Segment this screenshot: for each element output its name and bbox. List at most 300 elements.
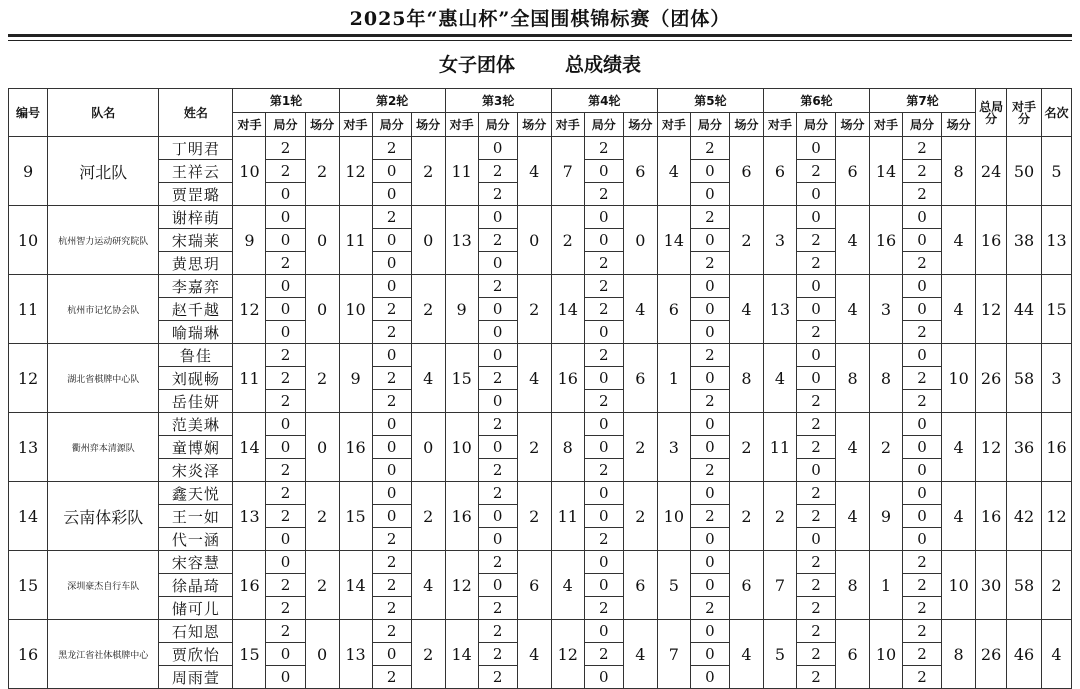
- match-score: 0: [305, 206, 339, 275]
- game-score: 0: [372, 436, 411, 459]
- team-name: 河北队: [48, 137, 159, 206]
- team-number: 15: [9, 551, 48, 620]
- round-opponent: 7: [763, 551, 796, 620]
- game-score: 0: [372, 275, 411, 298]
- match-score: 4: [729, 275, 763, 344]
- game-score: 2: [903, 367, 942, 390]
- game-score: 0: [690, 643, 729, 666]
- game-score: 2: [796, 229, 835, 252]
- rank: 15: [1042, 275, 1072, 344]
- game-score: 2: [478, 275, 517, 298]
- opponent-score: 58: [1007, 551, 1042, 620]
- total-game-score: 24: [976, 137, 1007, 206]
- header-game-score: 局分: [266, 113, 305, 137]
- player-name: 王祥云: [159, 160, 233, 183]
- game-score: 0: [478, 206, 517, 229]
- header-no: 编号: [9, 89, 48, 137]
- game-score: 0: [796, 298, 835, 321]
- round-opponent: 6: [657, 275, 690, 344]
- player-name: 宋瑞莱: [159, 229, 233, 252]
- team-name: 深圳豪杰自行车队: [48, 551, 159, 620]
- game-score: 2: [372, 390, 411, 413]
- opponent-score: 42: [1007, 482, 1042, 551]
- game-score: 2: [796, 620, 835, 643]
- opponent-score: 38: [1007, 206, 1042, 275]
- header-opponent: 对手: [233, 113, 266, 137]
- rank: 12: [1042, 482, 1072, 551]
- round-opponent: 5: [763, 620, 796, 689]
- round-opponent: 12: [445, 551, 478, 620]
- game-score: 2: [372, 137, 411, 160]
- game-score: 0: [796, 459, 835, 482]
- game-score: 0: [266, 275, 305, 298]
- team-name: 杭州市记忆协会队: [48, 275, 159, 344]
- table-row: [9, 206, 1072, 229]
- header-match-score: 场分: [623, 113, 657, 137]
- round-opponent: 15: [445, 344, 478, 413]
- header-round-7: 第7轮: [870, 89, 976, 113]
- team-name: 湖北省棋牌中心队: [48, 344, 159, 413]
- game-score: 0: [690, 183, 729, 206]
- header-opponent: 对手: [870, 113, 903, 137]
- header-opponent: 对手: [551, 113, 584, 137]
- game-score: 2: [903, 597, 942, 620]
- round-opponent: 4: [657, 137, 690, 206]
- game-score: 2: [796, 574, 835, 597]
- game-score: 2: [478, 183, 517, 206]
- round-opponent: 11: [445, 137, 478, 206]
- header-game-score: 局分: [372, 113, 411, 137]
- match-score: 6: [729, 551, 763, 620]
- player-name: 岳佳妍: [159, 390, 233, 413]
- player-name: 黄思玥: [159, 252, 233, 275]
- game-score: 2: [690, 137, 729, 160]
- player-name: 宋容慧: [159, 551, 233, 574]
- game-score: 2: [372, 321, 411, 344]
- match-score: 2: [411, 137, 445, 206]
- header-match-score: 场分: [729, 113, 763, 137]
- game-score: 2: [903, 551, 942, 574]
- player-name: 代一涵: [159, 528, 233, 551]
- table-row: [9, 344, 1072, 367]
- round-opponent: 16: [445, 482, 478, 551]
- game-score: 2: [690, 206, 729, 229]
- game-score: 0: [690, 275, 729, 298]
- game-score: 2: [690, 344, 729, 367]
- total-game-score: 26: [976, 620, 1007, 689]
- header-game-score: 局分: [690, 113, 729, 137]
- match-score: 4: [942, 275, 976, 344]
- round-opponent: 11: [339, 206, 372, 275]
- game-score: 2: [584, 344, 623, 367]
- game-score: 2: [584, 597, 623, 620]
- game-score: 0: [903, 344, 942, 367]
- round-opponent: 3: [657, 413, 690, 482]
- game-score: 2: [584, 643, 623, 666]
- round-opponent: 9: [870, 482, 903, 551]
- game-score: 0: [266, 551, 305, 574]
- round-opponent: 9: [445, 275, 478, 344]
- game-score: 0: [903, 229, 942, 252]
- player-name: 谢梓萌: [159, 206, 233, 229]
- match-score: 4: [517, 137, 551, 206]
- player-name: 李嘉弈: [159, 275, 233, 298]
- game-score: 0: [266, 298, 305, 321]
- game-score: 0: [584, 551, 623, 574]
- round-opponent: 7: [551, 137, 584, 206]
- game-score: 0: [903, 298, 942, 321]
- match-score: 2: [623, 413, 657, 482]
- game-score: 2: [584, 390, 623, 413]
- match-score: 4: [942, 206, 976, 275]
- match-score: 0: [411, 413, 445, 482]
- game-score: 0: [584, 229, 623, 252]
- match-score: 4: [517, 344, 551, 413]
- subtitle-table-name: 总成绩表: [565, 54, 642, 76]
- round-opponent: 11: [233, 344, 266, 413]
- round-opponent: 3: [870, 275, 903, 344]
- subtitle-category: 女子团体: [438, 54, 515, 76]
- game-score: 0: [478, 436, 517, 459]
- header-opponent: 对手: [763, 113, 796, 137]
- game-score: 2: [372, 574, 411, 597]
- game-score: 0: [372, 643, 411, 666]
- player-name: 贾罡璐: [159, 183, 233, 206]
- header-opponent: 对手: [657, 113, 690, 137]
- game-score: 0: [584, 482, 623, 505]
- game-score: 2: [266, 597, 305, 620]
- round-opponent: 2: [551, 206, 584, 275]
- game-score: 2: [478, 597, 517, 620]
- game-score: 2: [266, 160, 305, 183]
- team-name: 杭州智力运动研究院队: [48, 206, 159, 275]
- game-score: 0: [903, 413, 942, 436]
- game-score: 0: [903, 528, 942, 551]
- game-score: 2: [266, 137, 305, 160]
- round-opponent: 13: [445, 206, 478, 275]
- player-name: 周雨萱: [159, 666, 233, 689]
- match-score: 8: [729, 344, 763, 413]
- round-opponent: 10: [657, 482, 690, 551]
- header-round-2: 第2轮: [339, 89, 445, 113]
- rank: 13: [1042, 206, 1072, 275]
- game-score: 2: [266, 252, 305, 275]
- round-opponent: 9: [339, 344, 372, 413]
- game-score: 2: [478, 643, 517, 666]
- opponent-score: 44: [1007, 275, 1042, 344]
- game-score: 0: [372, 252, 411, 275]
- game-score: 0: [478, 528, 517, 551]
- header-game-score: 局分: [796, 113, 835, 137]
- team-number: 11: [9, 275, 48, 344]
- total-game-score: 12: [976, 413, 1007, 482]
- round-opponent: 12: [339, 137, 372, 206]
- game-score: 0: [903, 505, 942, 528]
- game-score: 0: [903, 436, 942, 459]
- game-score: 0: [372, 482, 411, 505]
- game-score: 2: [903, 620, 942, 643]
- match-score: 10: [942, 551, 976, 620]
- game-score: 0: [903, 206, 942, 229]
- game-score: 0: [903, 482, 942, 505]
- team-number: 13: [9, 413, 48, 482]
- match-score: 8: [836, 551, 870, 620]
- game-score: 0: [584, 574, 623, 597]
- team-number: 16: [9, 620, 48, 689]
- match-score: 2: [517, 482, 551, 551]
- opponent-score: 46: [1007, 620, 1042, 689]
- game-score: 0: [903, 275, 942, 298]
- table-row: [9, 137, 1072, 160]
- match-score: 6: [836, 137, 870, 206]
- game-score: 2: [372, 298, 411, 321]
- game-score: 0: [796, 137, 835, 160]
- game-score: 0: [478, 390, 517, 413]
- round-opponent: 11: [763, 413, 796, 482]
- round-opponent: 9: [233, 206, 266, 275]
- round-opponent: 5: [657, 551, 690, 620]
- round-opponent: 16: [870, 206, 903, 275]
- game-score: 2: [903, 252, 942, 275]
- game-score: 2: [478, 160, 517, 183]
- game-score: 2: [584, 459, 623, 482]
- match-score: 0: [305, 413, 339, 482]
- game-score: 0: [266, 183, 305, 206]
- game-score: 0: [478, 298, 517, 321]
- match-score: 6: [623, 551, 657, 620]
- header-opponent: 对手: [339, 113, 372, 137]
- player-name: 赵千越: [159, 298, 233, 321]
- game-score: 0: [690, 367, 729, 390]
- player-name: 鲁佳: [159, 344, 233, 367]
- game-score: 0: [478, 252, 517, 275]
- round-opponent: 4: [763, 344, 796, 413]
- game-score: 2: [903, 160, 942, 183]
- game-score: 0: [690, 551, 729, 574]
- round-opponent: 13: [339, 620, 372, 689]
- round-opponent: 10: [233, 137, 266, 206]
- match-score: 6: [729, 137, 763, 206]
- round-opponent: 16: [233, 551, 266, 620]
- player-name: 石知恩: [159, 620, 233, 643]
- game-score: 2: [796, 666, 835, 689]
- game-score: 2: [796, 551, 835, 574]
- game-score: 2: [903, 574, 942, 597]
- game-score: 0: [266, 436, 305, 459]
- round-opponent: 11: [551, 482, 584, 551]
- round-opponent: 14: [233, 413, 266, 482]
- round-opponent: 16: [551, 344, 584, 413]
- rank: 16: [1042, 413, 1072, 482]
- game-score: 0: [796, 344, 835, 367]
- game-score: 2: [796, 160, 835, 183]
- player-name: 童博娴: [159, 436, 233, 459]
- game-score: 2: [796, 597, 835, 620]
- game-score: 0: [372, 160, 411, 183]
- game-score: 0: [690, 413, 729, 436]
- round-opponent: 13: [763, 275, 796, 344]
- title-rule-thin: [8, 40, 1072, 41]
- match-score: 4: [623, 275, 657, 344]
- round-opponent: 13: [233, 482, 266, 551]
- header-match-score: 场分: [411, 113, 445, 137]
- game-score: 2: [690, 252, 729, 275]
- match-score: 6: [836, 620, 870, 689]
- game-score: 0: [372, 183, 411, 206]
- team-number: 14: [9, 482, 48, 551]
- team-number: 12: [9, 344, 48, 413]
- table-row: [9, 413, 1072, 436]
- header-rank: 名次: [1042, 89, 1072, 137]
- game-score: 2: [584, 298, 623, 321]
- game-score: 2: [690, 597, 729, 620]
- header-match-score: 场分: [836, 113, 870, 137]
- player-name: 王一如: [159, 505, 233, 528]
- game-score: 0: [372, 413, 411, 436]
- title-rule-thick: [8, 34, 1072, 37]
- player-name: 刘砚畅: [159, 367, 233, 390]
- game-score: 0: [584, 321, 623, 344]
- round-opponent: 4: [551, 551, 584, 620]
- game-score: 2: [372, 666, 411, 689]
- header-game-score: 局分: [903, 113, 942, 137]
- game-score: 0: [796, 528, 835, 551]
- total-game-score: 16: [976, 206, 1007, 275]
- game-score: 0: [266, 321, 305, 344]
- round-opponent: 6: [763, 137, 796, 206]
- match-score: 4: [411, 551, 445, 620]
- match-score: 4: [411, 344, 445, 413]
- game-score: 2: [796, 321, 835, 344]
- game-score: 0: [266, 413, 305, 436]
- rank: 2: [1042, 551, 1072, 620]
- game-score: 0: [690, 160, 729, 183]
- team-name: 衢州弈本清源队: [48, 413, 159, 482]
- player-name: 储可儿: [159, 597, 233, 620]
- game-score: 0: [690, 482, 729, 505]
- round-opponent: 10: [445, 413, 478, 482]
- game-score: 0: [690, 321, 729, 344]
- opponent-score: 36: [1007, 413, 1042, 482]
- round-opponent: 14: [870, 137, 903, 206]
- team-number: 9: [9, 137, 48, 206]
- match-score: 4: [836, 275, 870, 344]
- total-game-score: 26: [976, 344, 1007, 413]
- match-score: 4: [623, 620, 657, 689]
- round-opponent: 1: [657, 344, 690, 413]
- team-name: 云南体彩队: [48, 482, 159, 551]
- round-opponent: 1: [870, 551, 903, 620]
- game-score: 2: [796, 505, 835, 528]
- match-score: 8: [942, 137, 976, 206]
- match-score: 0: [623, 206, 657, 275]
- game-score: 0: [266, 666, 305, 689]
- round-opponent: 3: [763, 206, 796, 275]
- game-score: 0: [690, 528, 729, 551]
- match-score: 0: [305, 620, 339, 689]
- match-score: 2: [517, 275, 551, 344]
- game-score: 2: [266, 482, 305, 505]
- match-score: 4: [942, 482, 976, 551]
- game-score: 2: [478, 620, 517, 643]
- game-score: 2: [796, 390, 835, 413]
- match-score: 6: [623, 137, 657, 206]
- player-name: 范美琳: [159, 413, 233, 436]
- game-score: 0: [584, 436, 623, 459]
- game-score: 2: [903, 643, 942, 666]
- game-score: 0: [584, 413, 623, 436]
- match-score: 2: [305, 551, 339, 620]
- header-match-score: 场分: [942, 113, 976, 137]
- game-score: 0: [266, 229, 305, 252]
- game-score: 2: [690, 390, 729, 413]
- total-game-score: 16: [976, 482, 1007, 551]
- game-score: 2: [796, 252, 835, 275]
- header-name: 姓名: [159, 89, 233, 137]
- round-opponent: 8: [551, 413, 584, 482]
- game-score: 2: [690, 459, 729, 482]
- match-score: 2: [305, 344, 339, 413]
- match-score: 2: [729, 206, 763, 275]
- player-name: 宋炎泽: [159, 459, 233, 482]
- game-score: 2: [266, 459, 305, 482]
- game-score: 2: [584, 275, 623, 298]
- rank: 5: [1042, 137, 1072, 206]
- match-score: 4: [836, 413, 870, 482]
- game-score: 2: [478, 367, 517, 390]
- game-score: 2: [372, 528, 411, 551]
- game-score: 2: [690, 505, 729, 528]
- game-score: 2: [478, 459, 517, 482]
- game-score: 0: [584, 160, 623, 183]
- game-score: 0: [796, 206, 835, 229]
- game-score: 2: [372, 206, 411, 229]
- match-score: 0: [517, 206, 551, 275]
- game-score: 0: [690, 666, 729, 689]
- match-score: 8: [836, 344, 870, 413]
- table-row: [9, 620, 1072, 643]
- match-score: 2: [623, 482, 657, 551]
- match-score: 2: [411, 620, 445, 689]
- match-score: 4: [836, 206, 870, 275]
- header-round-4: 第4轮: [551, 89, 657, 113]
- match-score: 6: [623, 344, 657, 413]
- game-score: 2: [266, 390, 305, 413]
- header-round-1: 第1轮: [233, 89, 339, 113]
- results-table: [8, 88, 1072, 689]
- header-round-3: 第3轮: [445, 89, 551, 113]
- game-score: 0: [796, 183, 835, 206]
- round-opponent: 8: [870, 344, 903, 413]
- round-opponent: 7: [657, 620, 690, 689]
- match-score: 4: [517, 620, 551, 689]
- game-score: 0: [584, 505, 623, 528]
- game-score: 2: [478, 666, 517, 689]
- game-score: 2: [796, 436, 835, 459]
- game-score: 0: [478, 574, 517, 597]
- match-score: 2: [305, 482, 339, 551]
- round-opponent: 14: [657, 206, 690, 275]
- game-score: 0: [584, 367, 623, 390]
- match-score: 10: [942, 344, 976, 413]
- total-game-score: 12: [976, 275, 1007, 344]
- table-row: [9, 482, 1072, 505]
- game-score: 2: [266, 344, 305, 367]
- game-score: 0: [372, 344, 411, 367]
- rank: 4: [1042, 620, 1072, 689]
- game-score: 0: [478, 344, 517, 367]
- header-match-score: 场分: [305, 113, 339, 137]
